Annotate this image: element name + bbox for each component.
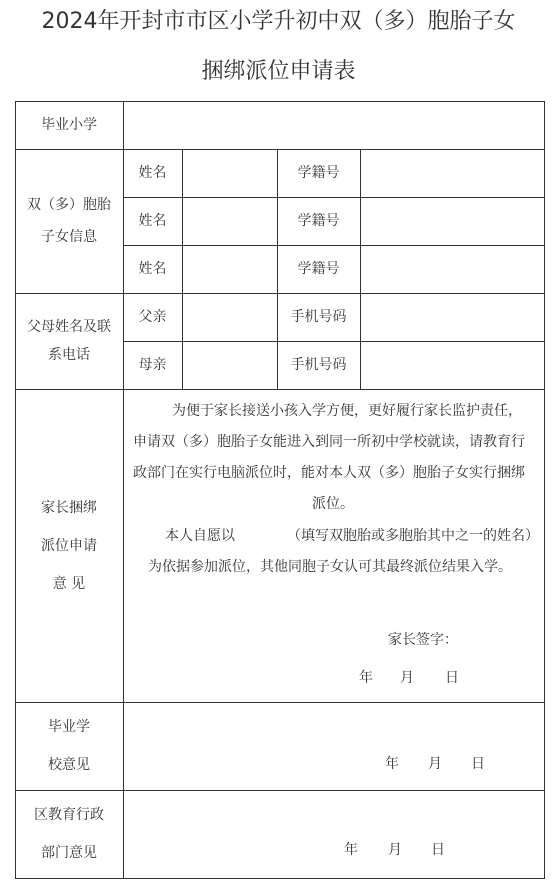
mother-phone-field[interactable] — [361, 342, 544, 389]
parents-contact-label — [15, 293, 123, 389]
parent-opinion-label — [15, 389, 123, 702]
child-2-name-field[interactable] — [183, 198, 277, 245]
child-1-student-id-field[interactable] — [361, 150, 544, 197]
child-1-name-field[interactable] — [183, 150, 277, 197]
father-phone-label: 手机号码 — [290, 309, 347, 325]
mother-name-field[interactable] — [183, 342, 277, 389]
graduating-school-opinion-label-line-2: 校意见 — [48, 757, 90, 773]
child-2-student-id-label: 学籍号 — [297, 213, 340, 229]
education-department-opinion-label — [15, 790, 123, 878]
father-label: 父亲 — [138, 309, 167, 325]
opinion-paragraph-1-line-2: 申请双（多）胞胎子女能进入到同一所初中学校就读，请教育行 — [133, 434, 525, 450]
opinion-paragraph-1-line-3: 政部门在实行电脑派位时，能对本人双（多）胞胎子女实行捆绑 — [133, 465, 525, 481]
primary-school-label: 毕业小学 — [41, 117, 97, 133]
opinion-paragraph-1-line-1: 为便于家长接送小孩入学方便，更好履行家长监护责任， — [172, 403, 522, 419]
twins-info-label-line-2: 子女信息 — [41, 229, 97, 245]
twins-info-label — [15, 149, 123, 293]
child-3-name-label: 姓名 — [138, 261, 167, 277]
child-3-student-id-field[interactable] — [361, 246, 544, 293]
child-2-name-label: 姓名 — [138, 213, 167, 229]
parent-opinion-label-line-1: 家长捆绑 — [41, 499, 97, 516]
opinion-paragraph-2-line-1-start: 本人自愿以 — [165, 528, 235, 544]
form-title-line-1: 2024年开封市市区小学升初中双（多）胞胎子女 — [41, 9, 516, 34]
education-department-opinion-label-line-1: 区教育行政 — [34, 807, 104, 823]
child-1-student-id-label: 学籍号 — [297, 165, 340, 181]
opinion-date-year: 年 — [359, 670, 373, 686]
opinion-date-month: 月 — [400, 670, 414, 686]
opinion-paragraph-2-line-1-end: （填写双胞胎或多胞胎其中之一的姓名） — [287, 528, 539, 544]
opinion-paragraph-1-line-4: 派位。 — [312, 496, 354, 512]
form-title-line-2: 捆绑派位申请表 — [201, 59, 356, 84]
department-date-day: 日 — [431, 842, 445, 858]
parent-opinion-label-line-3: 意 见 — [52, 575, 86, 592]
department-date-month: 月 — [388, 842, 402, 858]
primary-school-field[interactable] — [124, 102, 544, 149]
twins-info-label-line-1: 双（多）胞胎 — [27, 197, 111, 213]
graduating-school-opinion-label-line-1: 毕业学 — [48, 719, 90, 735]
father-phone-field[interactable] — [361, 294, 544, 341]
graduating-school-opinion-label — [15, 702, 123, 790]
table-border-right — [544, 101, 545, 879]
application-form-table — [15, 101, 545, 879]
school-date-month: 月 — [428, 756, 442, 772]
mother-phone-label: 手机号码 — [290, 357, 347, 373]
father-name-field[interactable] — [183, 294, 277, 341]
table-border-bottom — [15, 878, 545, 879]
education-department-opinion-label-line-2: 部门意见 — [41, 845, 97, 861]
opinion-paragraph-2-line-2: 为依据参加派位，其他同胞子女认可其最终派位结果入学。 — [148, 559, 512, 575]
opinion-date-day: 日 — [445, 670, 459, 686]
child-2-student-id-field[interactable] — [361, 198, 544, 245]
parent-opinion-label-line-2: 派位申请 — [41, 537, 97, 554]
parents-contact-label-line-2: 系电话 — [48, 347, 90, 363]
child-3-student-id-label: 学籍号 — [297, 261, 340, 277]
mother-label: 母亲 — [138, 357, 167, 373]
parent-signature-label: 家长签字： — [388, 632, 458, 648]
parents-contact-label-line-1: 父母姓名及联 — [27, 319, 111, 335]
department-date-year: 年 — [344, 842, 358, 858]
school-date-year: 年 — [385, 756, 399, 772]
school-date-day: 日 — [471, 756, 485, 772]
child-1-name-label: 姓名 — [138, 165, 167, 181]
child-3-name-field[interactable] — [183, 246, 277, 293]
